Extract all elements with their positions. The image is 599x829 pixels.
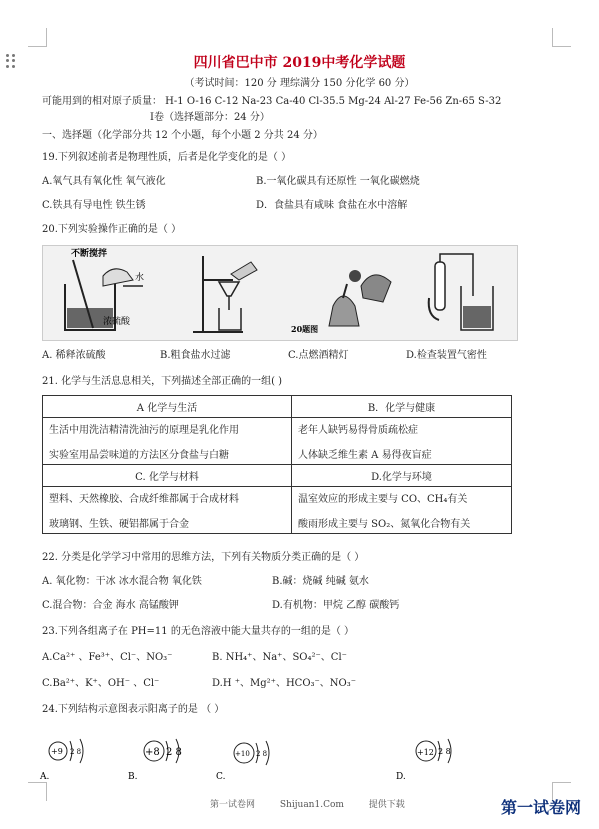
q22-option-c: C.混合物：合金 海水 高锰酸钾 (42, 600, 179, 611)
table-row (43, 465, 512, 487)
q24-stem: 24.下列结构示意图表示阳离子的是 （ ） (42, 704, 225, 715)
q22-option-d: D.有机物：甲烷 乙醇 碳酸钙 (272, 600, 400, 611)
atomic-masses: 可能用到的相对原子质量： H-1 O-16 C-12 Na-23 Ca-40 Cl-35.5 Mg-24 Al-27 Fe-56 Zn-65 S-32 (42, 96, 502, 107)
nucleus-label: +12 (417, 748, 434, 757)
q19-option-a: A.氧气具有氧化性 氧气液化 (42, 176, 166, 187)
cell-line: 生活中用洗洁精清洗油污的原理是乳化作用 (49, 425, 239, 436)
page-title: 四川省巴中市 2019中考化学试题 (193, 55, 406, 71)
table-row (43, 487, 512, 534)
table-cell (292, 487, 512, 534)
brand-logo: 第一试卷网 (500, 798, 581, 817)
page-footer (210, 797, 427, 810)
footer-site-domain[interactable]: Shijuan1.Com (279, 800, 344, 810)
atom-diagram-a (36, 735, 106, 785)
footer-provider: 提供下载 (368, 800, 405, 810)
q20-option-b: B.粗食盐水过滤 (160, 350, 231, 361)
q19-option-c: C.铁具有导电性 铁生锈 (42, 200, 146, 211)
q21-table (42, 395, 512, 534)
table-cell (43, 418, 292, 465)
footer-site-name: 第一试卷网 (210, 800, 256, 810)
table-cell (292, 418, 512, 465)
cell-line: 温室效应的形成主要与 CO、CH₄有关 (298, 494, 468, 505)
q21-stem: 21. 化学与生活息息相关，下列描述全部正确的一组( ) (42, 376, 283, 387)
q24-structure-diagrams (36, 735, 476, 785)
cell-line: 老年人缺钙易得骨质疏松症 (298, 425, 418, 436)
option-letter: D. (396, 772, 406, 782)
shell-label: 2 8 (166, 747, 182, 758)
q22-option-a: A. 氧化物：干冰 冰水混合物 氧化铁 (42, 576, 202, 587)
table-cell: A 化学与生活 (43, 396, 292, 418)
q19-option-d: D．食盐具有咸味 食盐在水中溶解 (256, 200, 408, 211)
table-row (43, 396, 512, 418)
fig-caption: 20题图 (291, 324, 319, 334)
option-letter: C. (216, 772, 226, 782)
atom-diagram-b (126, 735, 196, 785)
option-letter: B. (128, 772, 138, 782)
cell-line: 塑料、天然橡胶、合成纤维都属于合成材料 (49, 494, 239, 505)
q23-stem: 23.下列各组离子在 PH=11 的无色溶液中能大量共存的一组的是（ ） (42, 626, 354, 637)
cell-line: 实验室用品尝味道的方法区分食盐与白糖 (49, 450, 229, 461)
q23-option-b: B. NH₄⁺、Na⁺、SO₄²⁻、Cl⁻ (212, 652, 347, 663)
cell-line: 玻璃钢、生铁、硬铝都属于合金 (49, 519, 189, 530)
table-row (43, 418, 512, 465)
q20-option-d: D.检查装置气密性 (406, 350, 487, 361)
crop-mark-top-right (552, 28, 571, 47)
table-cell: C. 化学与材料 (43, 465, 292, 487)
q22-stem: 22. 分类是化学学习中常用的思维方法，下列有关物质分类正确的是（ ） (42, 552, 365, 563)
q23-option-a: A.Ca²⁺ 、Fe³⁺、Cl⁻、NO₃⁻ (42, 652, 173, 663)
q20-option-a: A. 稀释浓硫酸 (42, 350, 106, 361)
q19-option-b: B.一氧化碳具有还原性 一氧化碳燃烧 (256, 176, 420, 187)
q20-option-c: C.点燃酒精灯 (288, 350, 349, 361)
table-cell: D.化学与环境 (292, 465, 512, 487)
cell-line: 酸雨形成主要与 SO₂、氮氧化合物有关 (298, 519, 471, 530)
exam-info: （考试时间：120 分 理综满分 150 分化学 60 分） (184, 78, 415, 89)
nucleus-label: +9 (51, 747, 63, 756)
cell-line: 人体缺乏维生素 A 易得夜盲症 (298, 450, 432, 461)
q19-stem: 19.下列叙述前者是物理性质，后者是化学变化的是（ ） (42, 152, 292, 163)
atom-diagram-d (396, 735, 466, 785)
q20-figure (42, 245, 518, 341)
atom-diagram-c (216, 735, 286, 785)
shell-label: 2 8 (256, 750, 268, 758)
nucleus-label: +8 (145, 747, 160, 758)
fig-label-water: 水 (135, 273, 145, 283)
q20-stem: 20.下列实验操作正确的是（ ） (42, 224, 182, 235)
q23-option-c: C.Ba²⁺、K⁺、OH⁻ 、Cl⁻ (42, 678, 160, 689)
table-cell: B．化学与健康 (292, 396, 512, 418)
q23-option-d: D.H ⁺、Mg²⁺、HCO₃⁻、NO₃⁻ (212, 678, 357, 689)
shell-label: 2 8 (438, 747, 451, 756)
option-letter: A. (40, 772, 50, 782)
table-cell (43, 487, 292, 534)
section-one: 一、选择题（化学部分共 12 个小题，每个小题 2 分共 24 分） (42, 130, 323, 141)
fig-label-stir: 不断搅拌 (71, 249, 108, 259)
crop-mark-top-left (28, 28, 47, 47)
q22-option-b: B.碱：烧碱 纯碱 氨水 (272, 576, 369, 587)
nucleus-label: +10 (235, 750, 250, 758)
fig-label-acid: 浓硫酸 (103, 317, 131, 327)
shell-label: 2 8 (70, 748, 82, 756)
section-heading: Ⅰ卷（选择题部分：24 分） (150, 112, 270, 123)
